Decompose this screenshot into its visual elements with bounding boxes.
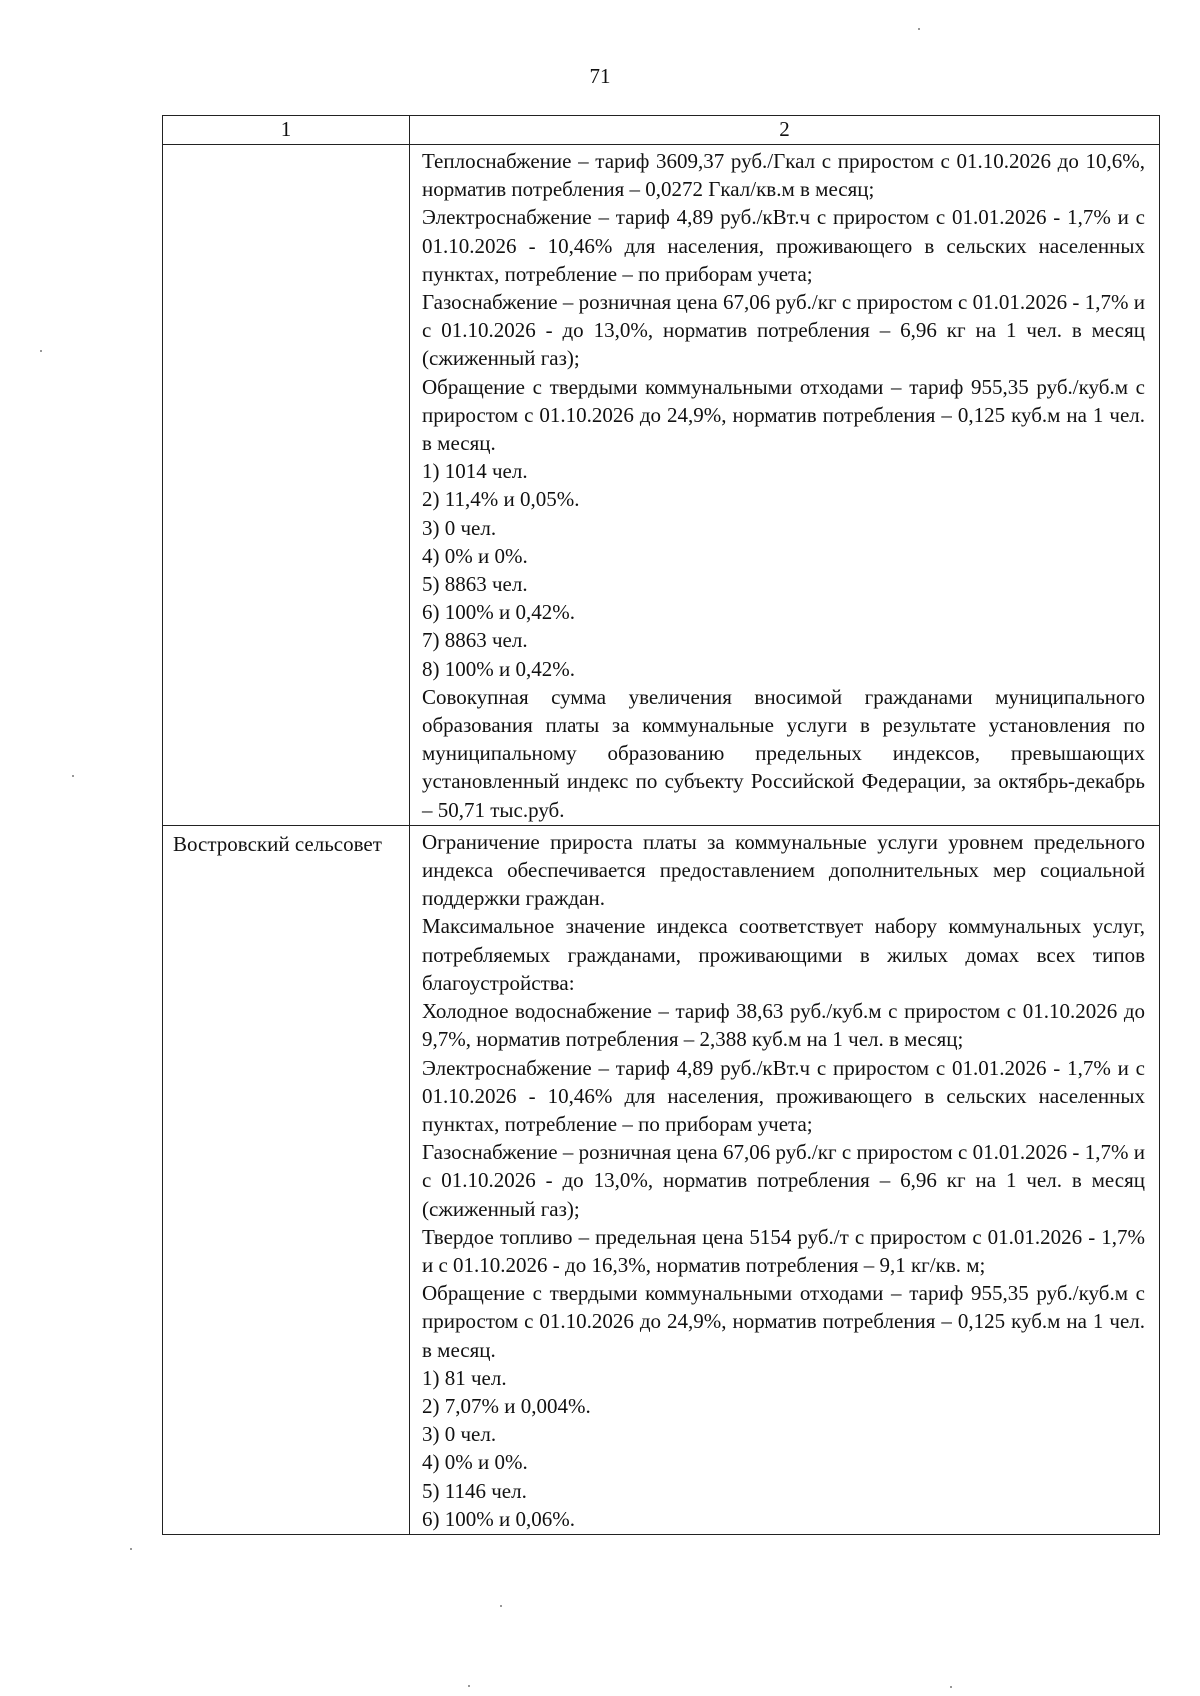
list-item: 2) 7,07% и 0,004%. — [422, 1393, 591, 1418]
list-item: 5) 1146 чел. — [422, 1478, 527, 1503]
table-header-row — [163, 116, 1160, 145]
scan-speck — [40, 350, 42, 352]
scan-speck — [130, 1548, 132, 1550]
column-header-2: 2 — [410, 116, 1160, 145]
scan-speck — [918, 28, 920, 30]
paragraph: Максимальное значение индекса соответствует набору коммунальных услуг, потребляемых гражданами, проживающими в жилых домах всех типов благоустройства: — [422, 914, 1145, 995]
row-content — [410, 825, 1160, 1534]
paragraph: Электроснабжение – тариф 4,89 руб./кВт.ч с приростом с 01.01.2026 - 1,7% и с 01.10.2026 - 10,46% для населения, проживающего в сельских населенных пунктах, потребление – по приборам учета; — [422, 205, 1145, 286]
table-row — [163, 825, 1160, 1534]
table-row — [163, 145, 1160, 826]
scan-speck — [468, 1685, 470, 1687]
paragraph: Теплоснабжение – тариф 3609,37 руб./Гкал с приростом с 01.10.2026 до 10,6%, норматив потребления – 0,0272 Гкал/кв.м в месяц; — [422, 149, 1145, 202]
list-item: 1) 81 чел. — [422, 1365, 507, 1390]
row-content — [410, 145, 1160, 826]
paragraph: Газоснабжение – розничная цена 67,06 руб./кг с приростом с 01.01.2026 - 1,7% и с 01.10.2026 - до 13,0%, норматив потребления – 6,96 кг на 1 чел. в месяц (сжиженный газ); — [422, 290, 1145, 371]
column-header-1: 1 — [163, 116, 410, 145]
summary-paragraph: Совокупная сумма увеличения вносимой гражданами муниципального образования платы за коммунальные услуги в результате установления по муниципальному образованию предельных индексов, превышающих установленный индекс по субъекту Российской Федерации, за октябрь-декабрь – 50,71 тыс.руб. — [422, 684, 1145, 822]
paragraph: Электроснабжение – тариф 4,89 руб./кВт.ч с приростом с 01.01.2026 - 1,7% и с 01.10.2026 - 10,46% для населения, проживающего в сельских населенных пунктах, потребление – по приборам учета; — [422, 1055, 1145, 1136]
paragraph: Ограничение прироста платы за коммунальные услуги уровнем предельного индекса обеспечивается предоставлением дополнительных мер социальной поддержки граждан. — [422, 829, 1145, 911]
municipality-name: Востровский сельсовет — [163, 825, 410, 1534]
tariff-table — [162, 115, 1160, 1535]
list-item: 6) 100% и 0,42%. — [422, 600, 575, 625]
scan-speck — [500, 1605, 502, 1607]
scan-speck — [950, 1686, 952, 1688]
paragraph: Газоснабжение – розничная цена 67,06 руб./кг с приростом с 01.01.2026 - 1,7% и с 01.10.2026 - до 13,0%, норматив потребления – 6,96 кг на 1 чел. в месяц (сжиженный газ); — [422, 1140, 1145, 1221]
list-item: 2) 11,4% и 0,05%. — [422, 487, 580, 512]
page-number: 71 — [589, 64, 611, 88]
list-item: 3) 0 чел. — [422, 515, 497, 540]
paragraph: Обращение с твердыми коммунальными отходами – тариф 955,35 руб./куб.м с приростом с 01.10.2026 до 24,9%, норматив потребления – 0,125 куб.м на 1 чел. в месяц. — [422, 1281, 1145, 1362]
list-item: 3) 0 чел. — [422, 1422, 497, 1447]
list-item: 6) 100% и 0,06%. — [422, 1506, 575, 1531]
municipality-name — [163, 145, 410, 826]
paragraph: Обращение с твердыми коммунальными отходами – тариф 955,35 руб./куб.м с приростом с 01.10.2026 до 24,9%, норматив потребления – 0,125 куб.м на 1 чел. в месяц. — [422, 374, 1145, 456]
list-item: 4) 0% и 0%. — [422, 543, 528, 568]
list-item: 8) 100% и 0,42%. — [422, 656, 575, 681]
list-item: 7) 8863 чел. — [422, 628, 528, 653]
paragraph: Холодное водоснабжение – тариф 38,63 руб./куб.м с приростом с 01.10.2026 до 9,7%, норматив потребления – 2,388 куб.м на 1 чел. в месяц; — [422, 999, 1145, 1052]
list-item: 5) 8863 чел. — [422, 572, 528, 597]
scan-speck — [72, 775, 74, 777]
list-item: 1) 1014 чел. — [422, 459, 528, 484]
list-item: 4) 0% и 0%. — [422, 1450, 528, 1475]
paragraph: Твердое топливо – предельная цена 5154 руб./т с приростом с 01.01.2026 - 1,7% и с 01.10.2026 - до 16,3%, норматив потребления – 9,1 кг/кв. м; — [422, 1224, 1145, 1277]
